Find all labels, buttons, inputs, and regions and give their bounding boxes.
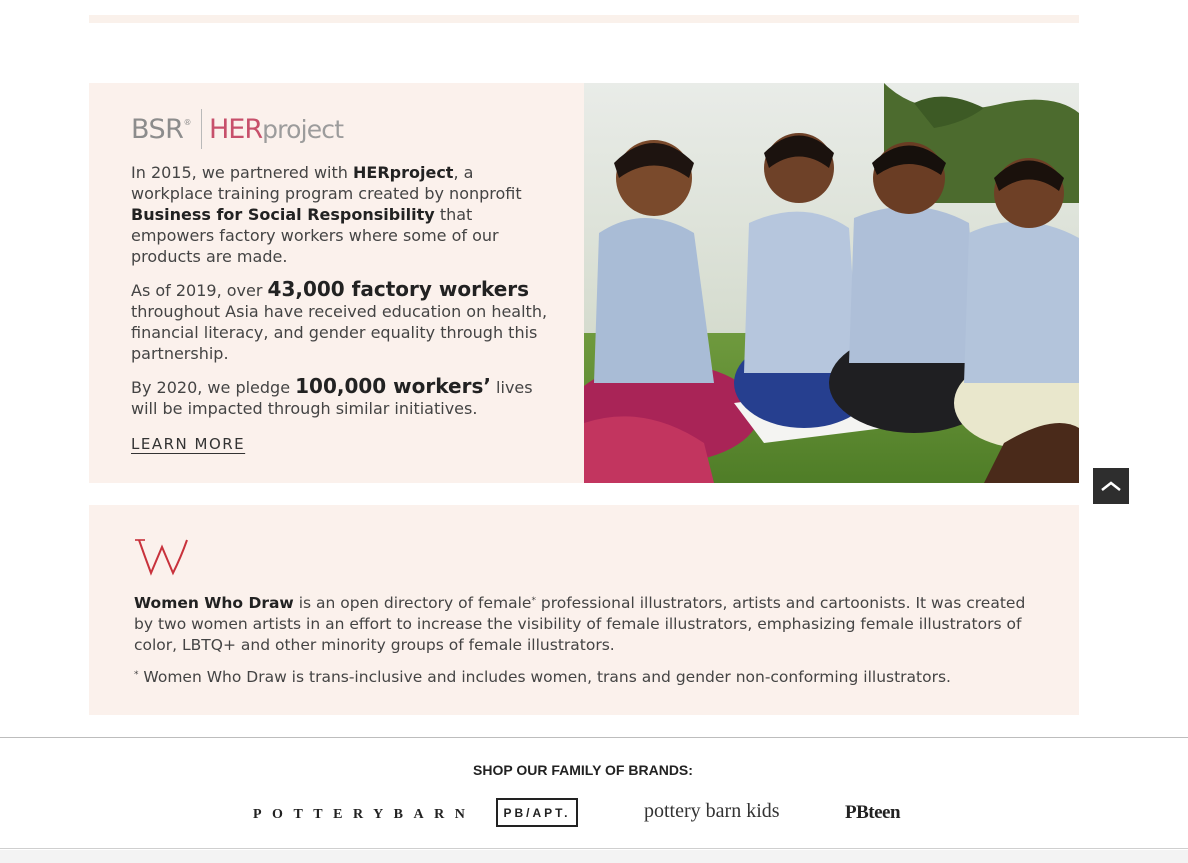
project-logo-text: project	[262, 114, 344, 144]
pledge-paragraph: By 2020, we pledge 100,000 workers’ lives will be impacted through similar initiatives.	[131, 374, 533, 418]
women-who-draw-description: Women Who Draw is an open directory of female* professional illustrators, artists and cartoonists. It was created by two women artists in an effort to increase the visibility of female illustrators, emphasizing female illustrators of color, LBTQ+ and other minority groups of female illustrators.	[134, 594, 1026, 654]
women-who-draw-footnote: * Women Who Draw is trans-inclusive and includes women, trans and gender non-conforming illustrators.	[134, 668, 951, 686]
bsr-herproject-logo	[131, 108, 551, 150]
herproject-content	[131, 108, 551, 454]
brands-footer	[0, 737, 1188, 849]
her-logo-text: HER	[208, 113, 263, 145]
logo-divider	[201, 109, 202, 149]
women-who-draw-name: Women Who Draw	[134, 594, 294, 612]
herproject-name: HERproject	[353, 163, 454, 182]
top-divider-strip	[89, 15, 1079, 23]
pledge-stat: 100,000 workers’	[295, 374, 491, 398]
pbteen-logo-link[interactable]: PBteen	[845, 802, 901, 823]
herproject-card	[89, 83, 1079, 483]
workers-educated-paragraph: As of 2019, over 43,000 factory workers throughout Asia have received education on health, financial literacy, and gender equality through this partnership.	[131, 277, 548, 363]
learn-more-link[interactable]: LEARN MORE	[131, 435, 246, 453]
bsr-logo-text: BSR®	[131, 113, 191, 145]
bottom-band	[0, 850, 1188, 863]
chevron-up-icon	[1100, 480, 1122, 492]
pottery-barn-logo-link[interactable]: POTTERYBARN	[253, 807, 476, 822]
workers-stat: 43,000 factory workers	[267, 277, 530, 301]
scroll-to-top-button[interactable]	[1093, 468, 1129, 504]
partnership-paragraph: In 2015, we partnered with HERproject, a workplace training program created by nonprofit Business for Social Responsibility that empowers factory workers where some of our products are made.	[131, 163, 522, 266]
shop-brands-title: SHOP OUR FAMILY OF BRANDS:	[473, 762, 693, 778]
w-logo-icon	[135, 537, 191, 577]
factory-workers-photo	[584, 83, 1079, 483]
pottery-barn-kids-logo-link[interactable]: pottery barn kids	[644, 800, 780, 822]
women-who-draw-card	[89, 505, 1079, 715]
bsr-name: Business for Social Responsibility	[131, 205, 435, 224]
women-who-draw-logo	[135, 537, 191, 582]
pb-apt-logo-link[interactable]: PB/APT.	[496, 798, 578, 827]
